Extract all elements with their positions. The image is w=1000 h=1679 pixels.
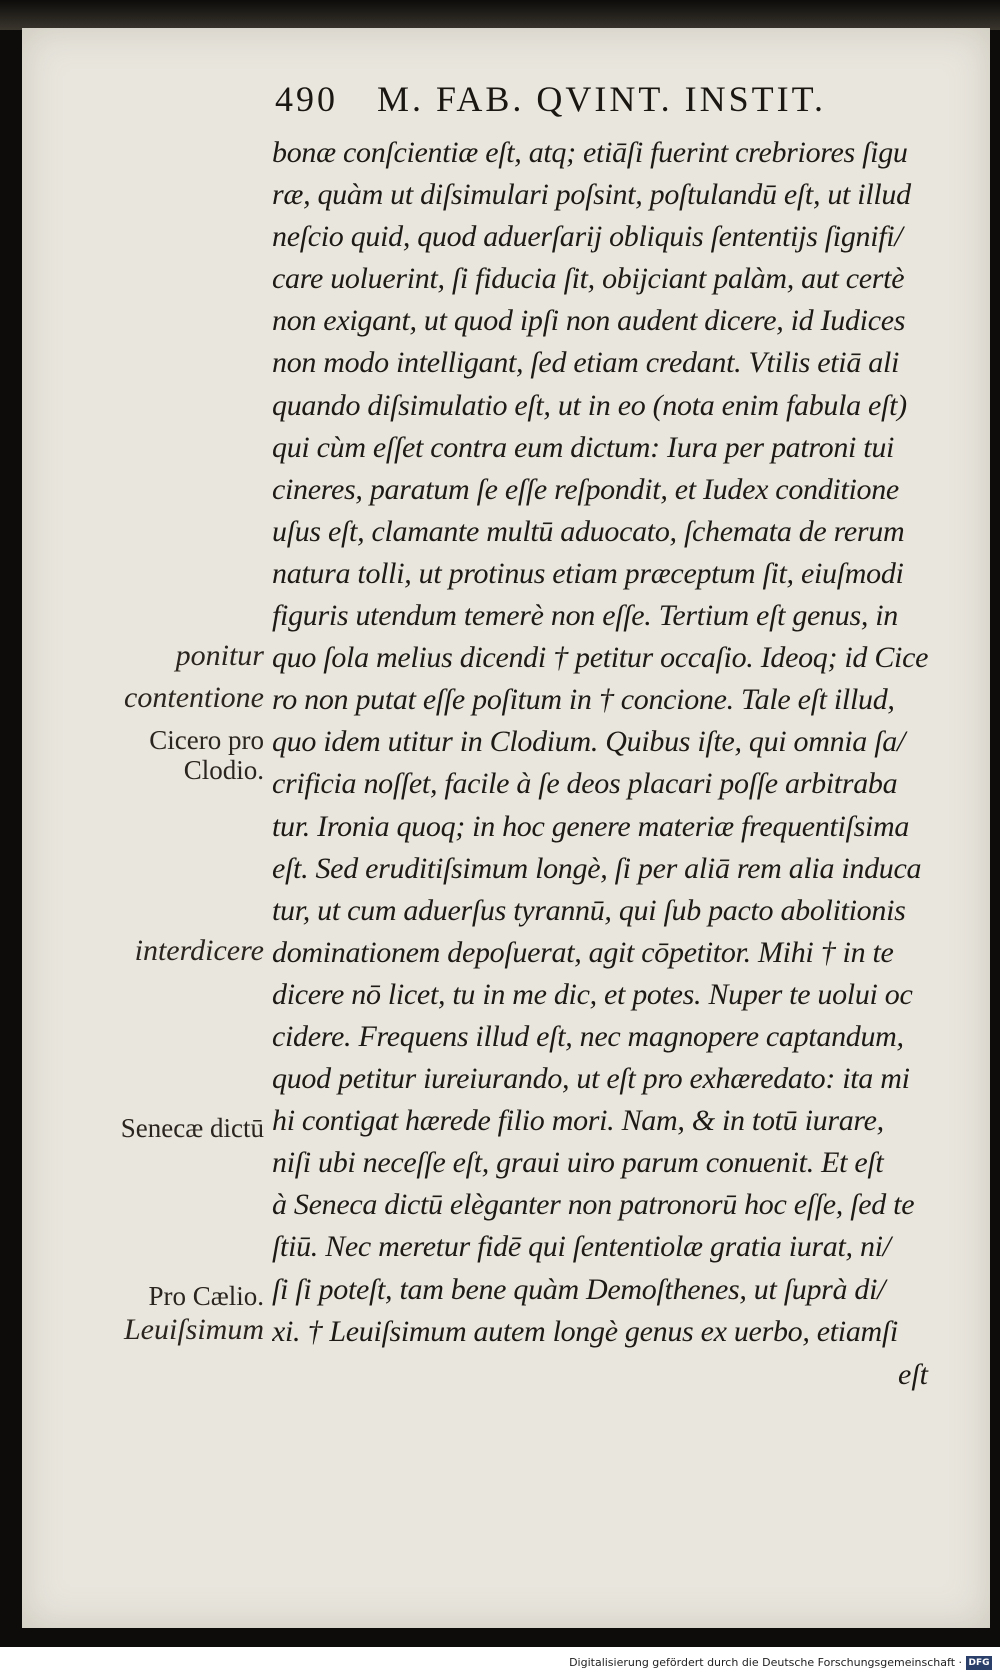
- text-line: uſus eſt, clamante multū aduocato, ſchemata de rerum: [272, 514, 905, 548]
- text-line: hi contigat hærede filio mori. Nam, & in totū iurare,: [272, 1104, 884, 1138]
- marginal-note: Clodio.: [183, 754, 264, 785]
- marginal-note: Cicero pro: [149, 725, 264, 756]
- footer-credit-bar: [0, 1647, 1000, 1679]
- text-line: cidere. Frequens illud eſt, nec magnopere captandum,: [272, 1019, 904, 1053]
- text-line: natura tolli, ut protinus etiam præceptum ſit, eiuſmodi: [272, 556, 904, 590]
- running-head: [275, 78, 915, 122]
- text-line: neſcio quid, quod aduerſarij obliquis ſententijs ſignifi/: [272, 220, 903, 254]
- text-line: quando diſsimulatio eſt, ut in eo (nota enim fabula eſt): [272, 388, 907, 422]
- text-line: ſi ſi poteſt, tam bene quàm Demoſthenes, ut ſuprà di/: [272, 1272, 886, 1306]
- running-head-title: M. FAB. QVINT. INSTIT.: [377, 79, 826, 119]
- text-line: crificia noſſet, facile à ſe deos placari poſſe arbitraba: [272, 767, 898, 801]
- page-top-edge: [0, 0, 1000, 30]
- marginal-note: Senecæ dictū: [120, 1112, 264, 1143]
- text-line: à Seneca dictū elèganter non patronorū hoc eſſe, ſed te: [272, 1188, 915, 1222]
- text-line: dominationem depoſuerat, agit cōpetitor. Mihi † in te: [272, 935, 894, 969]
- text-line: xi. † Leuiſsimum autem longè genus ex uerbo, etiamſi: [272, 1314, 898, 1348]
- text-line: figuris utendum temerè non eſſe. Tertium eſt genus, in: [272, 599, 898, 633]
- marginal-note: ponitur: [175, 639, 264, 673]
- text-line: ræ, quàm ut diſsimulari poſsint, poſtulandū eſt, ut illud: [272, 178, 911, 212]
- text-line: non modo intelligant, ſed etiam credant. Vtilis etiā ali: [272, 346, 900, 380]
- body-text-column: [272, 132, 952, 1353]
- text-line: niſi ubi neceſſe eſt, graui uiro parum conuenit. Et eſt: [272, 1146, 884, 1180]
- text-line: quo idem utitur in Clodium. Quibus iſte, qui omnia ſa/: [272, 725, 905, 759]
- text-line: tur, ut cum aduerſus tyrannū, qui ſub pacto abolitionis: [272, 893, 906, 927]
- catchword: eſt: [898, 1358, 928, 1391]
- text-line: care uoluerint, ſi fiducia ſit, obijciant palàm, aut certè: [272, 262, 905, 296]
- text-line: ſtiū. Nec meretur fidē qui ſententiolæ gratia iurat, ni/: [272, 1230, 891, 1264]
- marginal-note: interdicere: [134, 933, 264, 967]
- text-line: cineres, paratum ſe eſſe reſpondit, et Iudex conditione: [272, 472, 899, 506]
- text-line: tur. Ironia quoq; in hoc genere materiæ frequentiſsima: [272, 809, 910, 843]
- text-line: ro non putat eſſe poſitum in † concione. Tale eſt illud,: [272, 683, 895, 717]
- dfg-logo: DFG: [966, 1656, 992, 1670]
- text-line: eſt. Sed eruditiſsimum longè, ſi per aliā rem alia induca: [272, 851, 922, 885]
- marginal-note: Pro Cælio.: [148, 1281, 264, 1312]
- marginal-note: Leuiſsimum: [123, 1312, 264, 1346]
- text-line: quod petitur iureiurando, ut eſt pro exhæredato: ita mi: [272, 1062, 910, 1096]
- marginal-note: contentione: [124, 681, 264, 715]
- text-line: non exigant, ut quod ipſi non audent dicere, id Iudices: [272, 304, 906, 338]
- text-line: quo ſola melius dicendi † petitur occaſio. Ideoq; id Cice: [272, 641, 929, 675]
- page-number: 490: [275, 79, 338, 119]
- text-line: bonæ conſcientiæ eſt, atq; etiāſi fuerint crebriores ſigu: [272, 136, 908, 169]
- footer-credit-text: Digitalisierung gefördert durch die Deutsche Forschungsgemeinschaft ·: [569, 1656, 962, 1669]
- text-line: qui cùm eſſet contra eum dictum: Iura per patroni tui: [272, 430, 895, 464]
- text-line: dicere nō licet, tu in me dic, et potes. Nuper te uolui oc: [272, 977, 913, 1011]
